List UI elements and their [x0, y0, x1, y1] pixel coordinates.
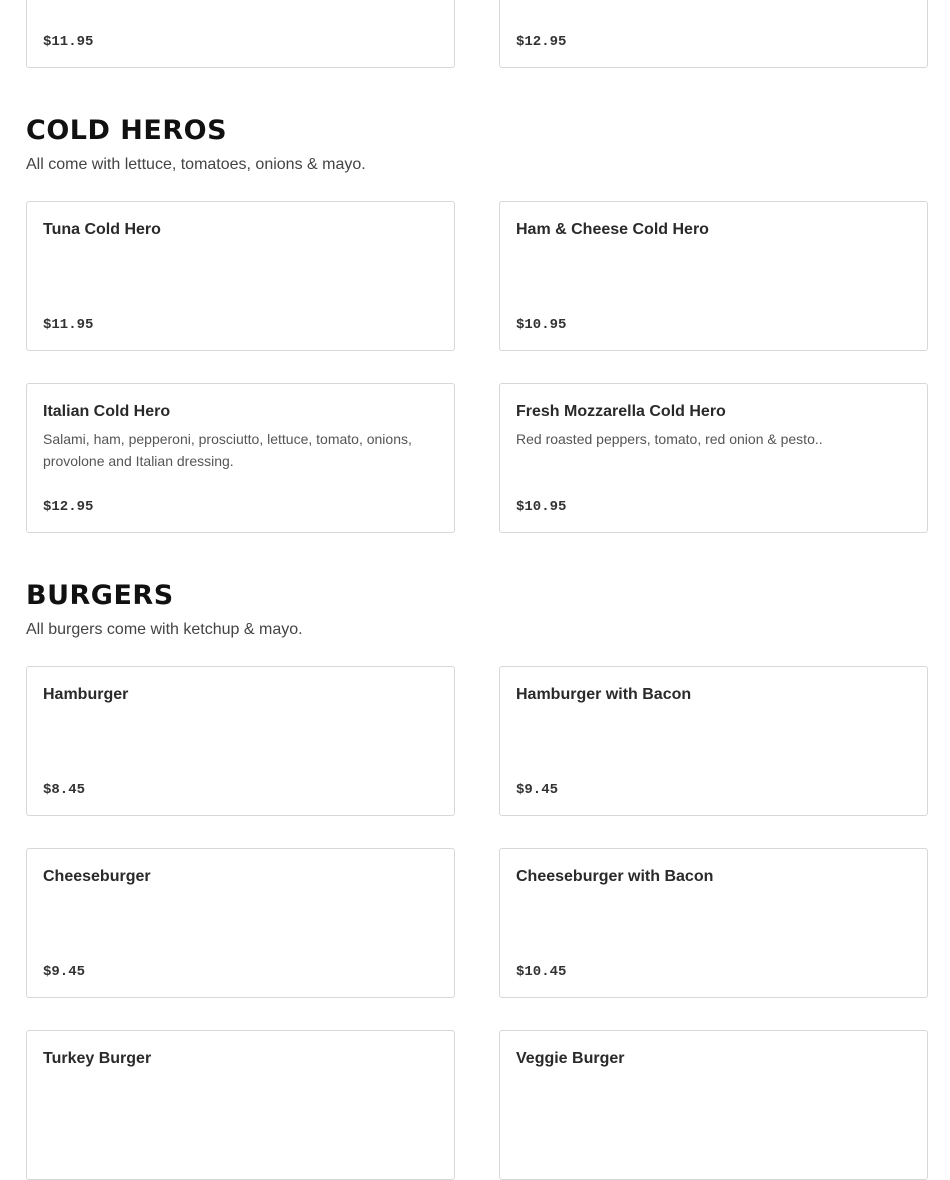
item-price: $10.95 — [516, 499, 567, 515]
item-name: Cheeseburger — [43, 868, 151, 885]
menu-item-card[interactable] — [26, 848, 455, 998]
menu-item-card[interactable] — [499, 383, 928, 533]
item-name: Veggie Burger — [516, 1050, 625, 1067]
item-name: Hamburger — [43, 686, 129, 703]
section-burgers — [0, 580, 950, 1180]
section-cold-heros — [0, 115, 950, 533]
menu-item-card[interactable] — [499, 201, 928, 351]
menu-item-card[interactable] — [499, 1030, 928, 1180]
item-price: $11.95 — [43, 34, 94, 50]
item-price: $12.95 — [516, 34, 567, 50]
menu-items-grid — [26, 201, 928, 533]
menu-item-card[interactable] — [26, 1030, 455, 1180]
item-price: $10.45 — [516, 964, 567, 980]
item-name: Italian Cold Hero — [43, 403, 171, 420]
item-description: Salami, ham, pepperoni, prosciutto, lettuce, tomato, onions, provolone and Italian dressing. — [43, 431, 412, 469]
item-name: Cheeseburger with Bacon — [516, 868, 714, 885]
menu-item-card[interactable] — [499, 848, 928, 998]
item-price: $9.45 — [516, 782, 559, 798]
menu-item-card[interactable] — [499, 666, 928, 816]
item-name: Tuna Cold Hero — [43, 221, 161, 238]
menu-item-card[interactable] — [499, 0, 928, 68]
menu-item-card[interactable] — [26, 201, 455, 351]
menu-item-card[interactable] — [26, 0, 455, 68]
item-name: Fresh Mozzarella Cold Hero — [516, 403, 726, 420]
item-name: Hamburger with Bacon — [516, 686, 692, 703]
item-name: Turkey Burger — [43, 1050, 152, 1067]
menu-item-card[interactable] — [26, 666, 455, 816]
item-description: Red roasted peppers, tomato, red onion & pesto.. — [516, 431, 823, 447]
item-price: $9.45 — [43, 964, 86, 980]
item-name: Ham & Cheese Cold Hero — [516, 221, 709, 238]
previous-section-grid — [0, 0, 950, 68]
section-description: All burgers come with ketchup & mayo. — [26, 621, 303, 638]
menu-item-card[interactable] — [26, 383, 455, 533]
item-price: $10.95 — [516, 317, 567, 333]
menu-items-grid — [26, 666, 928, 1180]
item-price: $11.95 — [43, 317, 94, 333]
item-price: $8.45 — [43, 782, 86, 798]
item-price: $12.95 — [43, 499, 94, 515]
section-title: BURGERS — [26, 580, 174, 611]
section-description: All come with lettuce, tomatoes, onions & mayo. — [26, 156, 366, 173]
section-title: COLD HEROS — [26, 115, 228, 146]
